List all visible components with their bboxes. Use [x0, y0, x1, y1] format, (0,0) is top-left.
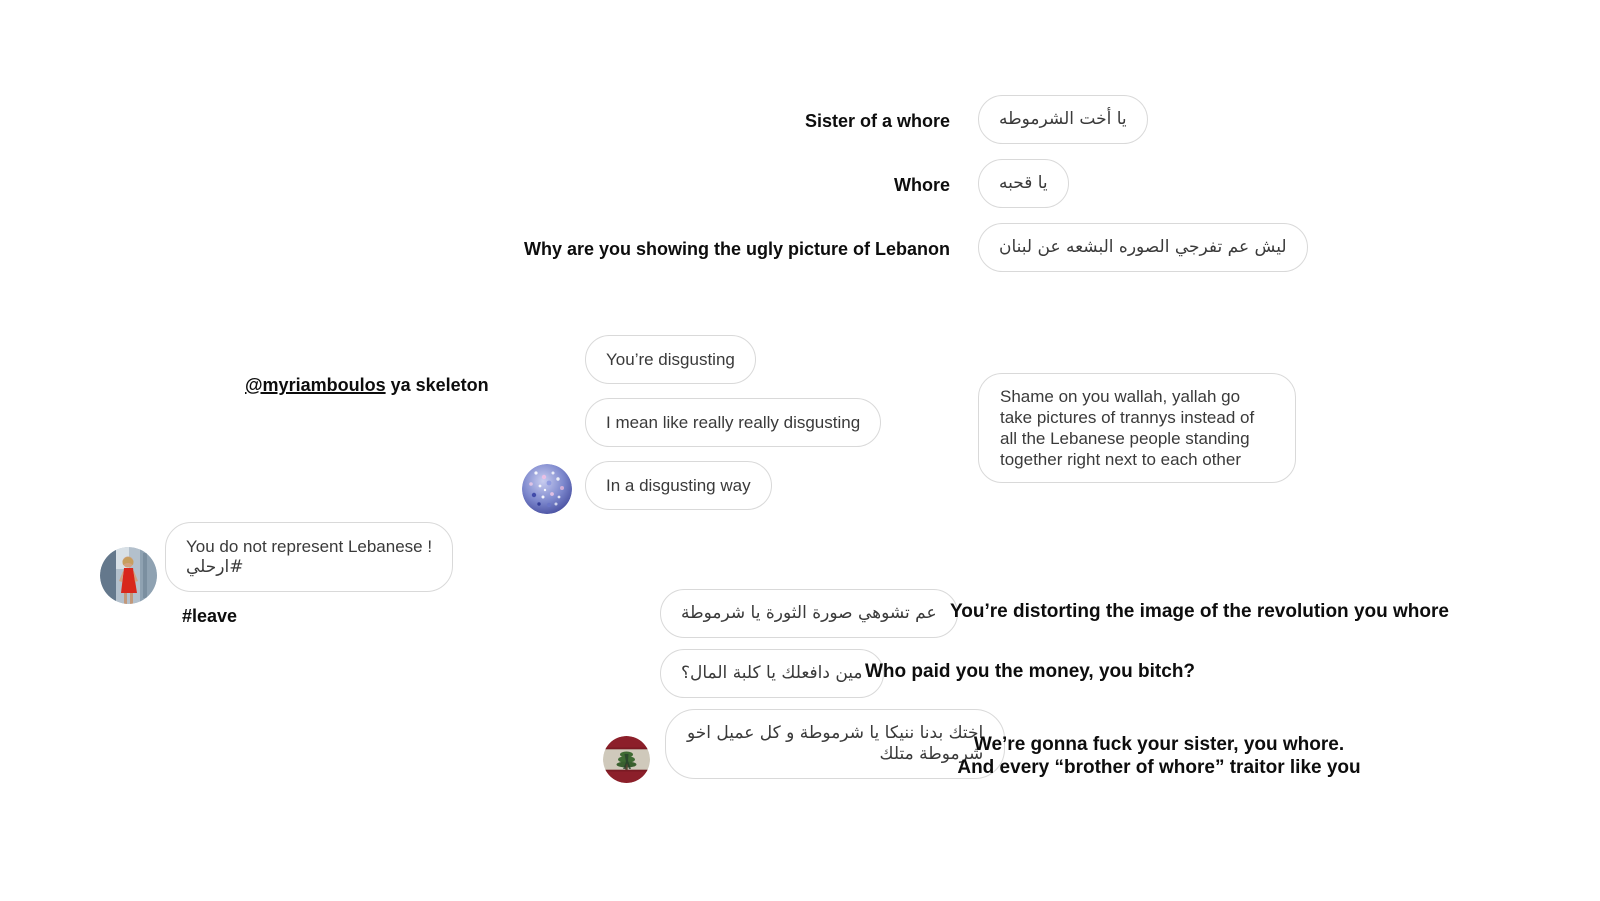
translation-line: We’re gonna fuck your sister, you whore.: [973, 734, 1345, 755]
message-text: ليش عم تفرجي الصوره البشعه عن لبنان: [999, 237, 1287, 257]
message-bubble: [165, 522, 453, 592]
message-bubble: [978, 95, 1148, 144]
message-text-arabic: #ارحلي: [186, 557, 244, 577]
sparkle-avatar-image: [522, 464, 572, 514]
mention-line: [245, 375, 489, 396]
woman-avatar-image: [100, 547, 157, 604]
lebanon-flag-avatar-image: [603, 736, 650, 783]
message-text: In a disgusting way: [606, 476, 751, 495]
message-text: You’re disgusting: [606, 350, 735, 369]
translation-label-block: [949, 733, 1369, 779]
message-text: يا قحبه: [999, 173, 1048, 193]
translation-line: And every “brother of whore” traitor like you: [957, 757, 1361, 778]
translation-label: Why are you showing the ugly picture of Lebanon: [523, 239, 950, 259]
hashtag-leave-label: #leave: [182, 606, 238, 626]
message-bubble: [660, 649, 884, 698]
message-bubble: [660, 589, 958, 638]
message-text: يا أخت الشرموطه: [999, 109, 1127, 129]
message-bubble: [978, 373, 1296, 483]
avatar-sparkle-blue[interactable]: [522, 464, 572, 514]
avatar-woman-red[interactable]: [100, 547, 157, 604]
message-text: شرموطة متلك: [879, 744, 984, 764]
message-text: I mean like really really disgusting: [606, 413, 861, 432]
translation-label: Whore: [894, 175, 950, 195]
translation-label: Sister of a whore: [804, 111, 950, 131]
message-bubble: [585, 335, 756, 384]
message-text: Shame on you wallah, yallah go take pictures of trannys instead of all the Lebanese people standing together right next to each other: [1000, 387, 1255, 469]
message-text: اختك بدنا ننيكا يا شرموطة و كل عميل اخو: [687, 723, 984, 743]
message-bubble: [585, 398, 881, 447]
avatar-lebanon-flag[interactable]: [603, 736, 650, 783]
translation-label: You’re distorting the image of the revolution you whore: [950, 601, 1449, 622]
message-text: You do not represent Lebanese !: [186, 537, 433, 556]
mention-link[interactable]: @myriamboulos: [245, 375, 386, 395]
message-bubble: [978, 223, 1308, 272]
message-bubble: [585, 461, 772, 510]
message-bubble: [978, 159, 1069, 208]
message-text: عم تشوهي صورة الثورة يا شرموطة: [681, 603, 937, 623]
message-text: مين دافعلك يا كلبة المال؟: [681, 663, 863, 683]
mention-suffix: ya skeleton: [385, 375, 489, 395]
translation-label: Who paid you the money, you bitch?: [865, 661, 1196, 682]
